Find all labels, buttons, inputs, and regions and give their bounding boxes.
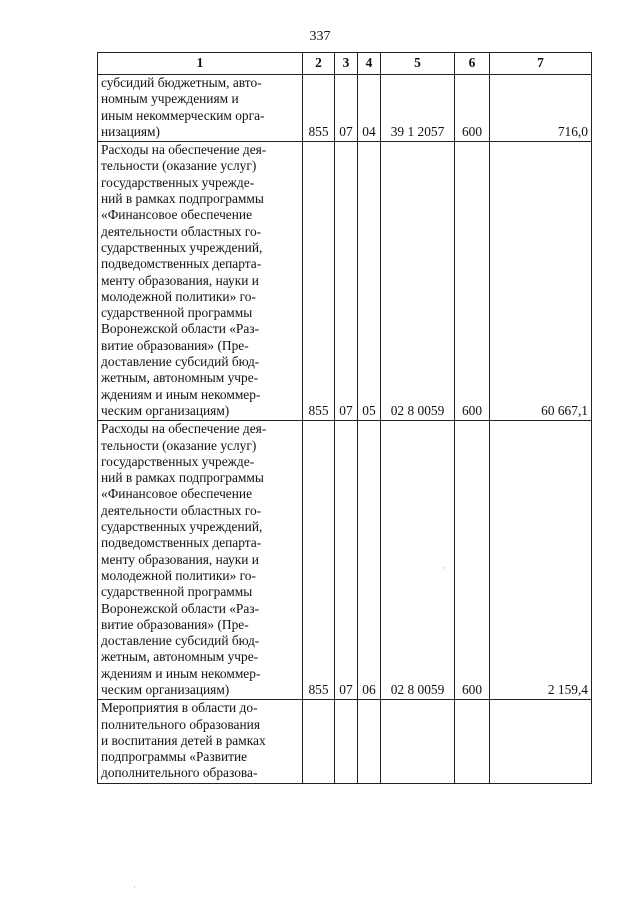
ministry-code: 855 — [303, 142, 335, 421]
amount: 716,0 — [490, 75, 592, 142]
amount — [490, 700, 592, 783]
row-description: Мероприятия в области до- полнительного образования и воспитания детей в рамках подпрограммы «Развитие дополнительного образова- — [98, 700, 303, 783]
target-article-code — [381, 700, 455, 783]
column-header: 5 — [381, 53, 455, 75]
section-code: 07 — [335, 421, 358, 700]
section-code — [335, 700, 358, 783]
table-row — [98, 75, 592, 142]
column-header: 7 — [490, 53, 592, 75]
scan-speck: · — [133, 882, 136, 892]
section-code: 07 — [335, 142, 358, 421]
expense-type-code: 600 — [455, 142, 490, 421]
page-number: 337 — [309, 29, 331, 44]
ministry-code: 855 — [303, 75, 335, 142]
column-header: 2 — [303, 53, 335, 75]
column-header: 3 — [335, 53, 358, 75]
subsection-code: 06 — [358, 421, 381, 700]
budget-table — [97, 52, 592, 784]
subsection-code: 04 — [358, 75, 381, 142]
target-article-code: 02 8 0059 — [381, 142, 455, 421]
expense-type-code — [455, 700, 490, 783]
section-code: 07 — [335, 75, 358, 142]
table-row — [98, 700, 592, 783]
table-header-row — [98, 53, 592, 75]
expense-type-code: 600 — [455, 421, 490, 700]
subsection-code: 05 — [358, 142, 381, 421]
table-row — [98, 142, 592, 421]
column-header: 1 — [98, 53, 303, 75]
scan-speck: · — [443, 563, 446, 573]
row-description: Расходы на обеспечение дея- тельности (оказание услуг) государственных учрежде- ний в рамках подпрограммы «Финансовое обеспечение деятельности областных го- сударственных учреждений, подведомственных департа- менту образования, науки и молодежной политики» го- сударственной программы Воронежской области «Раз- витие образования» (Пре- доставление субсидий бюд- жетным, автономным учре- ждениям и иным некоммер- ческим организациям) — [98, 421, 303, 700]
amount: 60 667,1 — [490, 142, 592, 421]
ministry-code — [303, 700, 335, 783]
row-description: субсидий бюджетным, авто- номным учреждениям и иным некоммерческим орга- низациям) — [98, 75, 303, 142]
subsection-code — [358, 700, 381, 783]
expense-type-code: 600 — [455, 75, 490, 142]
row-description: Расходы на обеспечение дея- тельности (оказание услуг) государственных учрежде- ний в рамках подпрограммы «Финансовое обеспечение деятельности областных го- сударственных учреждений, подведомственных департа- менту образования, науки и молодежной политики» го- сударственной программы Воронежской области «Раз- витие образования» (Пре- доставление субсидий бюд- жетным, автономным учре- ждениям и иным некоммер- ческим организациям) — [98, 142, 303, 421]
column-header: 6 — [455, 53, 490, 75]
table-row — [98, 421, 592, 700]
target-article-code: 39 1 2057 — [381, 75, 455, 142]
ministry-code: 855 — [303, 421, 335, 700]
column-header: 4 — [358, 53, 381, 75]
amount: 2 159,4 — [490, 421, 592, 700]
target-article-code: 02 8 0059 — [381, 421, 455, 700]
